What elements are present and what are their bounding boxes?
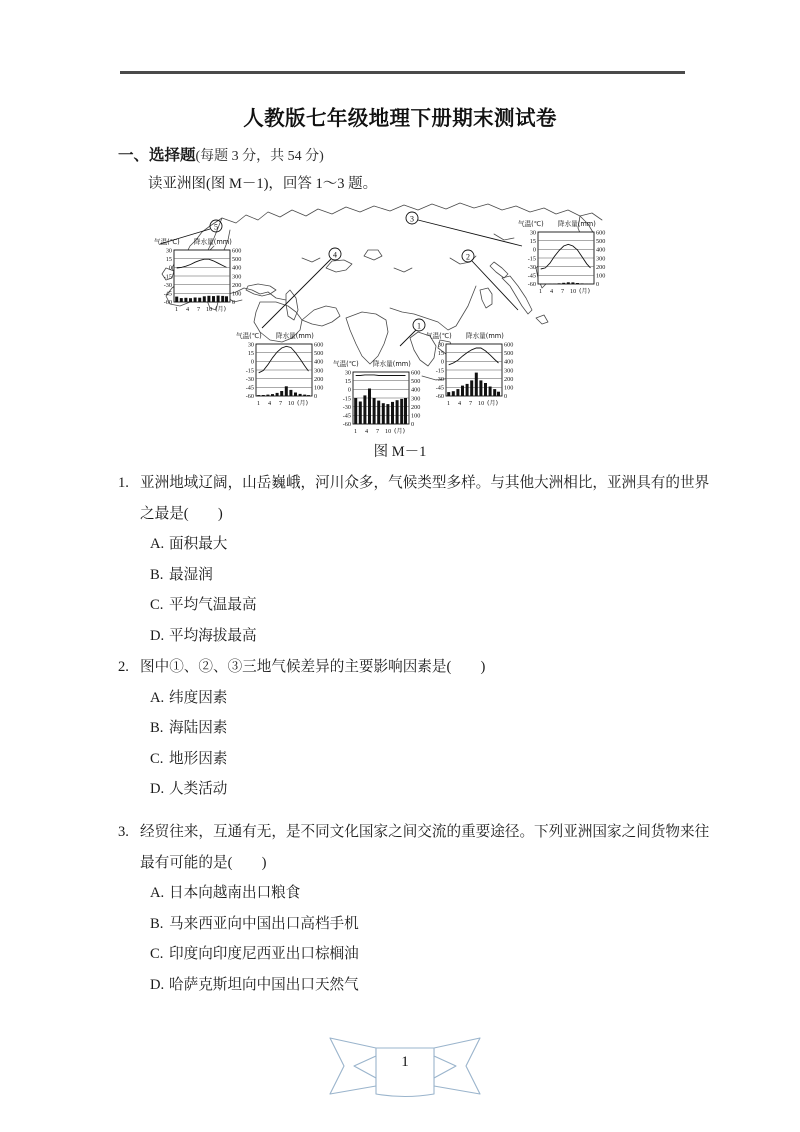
svg-text:0: 0 (504, 393, 508, 400)
svg-text:600: 600 (314, 341, 324, 349)
map-marker-3 (406, 212, 522, 246)
svg-text:-45: -45 (435, 384, 444, 392)
question-3-option-b[interactable] (118, 909, 718, 940)
question-3-option-d[interactable] (118, 970, 718, 1001)
svg-text:30: 30 (529, 229, 536, 237)
svg-text:4: 4 (333, 250, 337, 260)
svg-text:600: 600 (411, 369, 421, 377)
section-label: 一、选择题 (118, 146, 196, 164)
svg-text:100: 100 (596, 272, 606, 280)
climagraph-4 (236, 331, 323, 407)
map-marker-4 (262, 248, 341, 328)
svg-text:15: 15 (165, 256, 172, 263)
svg-text:300: 300 (411, 395, 421, 403)
svg-text:0: 0 (232, 299, 236, 306)
option-text: 地形因素 (169, 750, 228, 767)
option-key: D. (150, 781, 165, 797)
svg-text:200: 200 (504, 376, 514, 383)
svg-text:降水量(mm): 降水量(mm) (558, 220, 596, 228)
svg-text:0: 0 (168, 264, 172, 272)
svg-text:7: 7 (561, 288, 565, 295)
question-3 (118, 817, 718, 1000)
question-1 (118, 468, 718, 651)
svg-text:气温(℃): 气温(℃) (154, 238, 180, 246)
option-text: 人类活动 (169, 781, 228, 797)
svg-text:200: 200 (232, 282, 242, 289)
svg-text:500: 500 (504, 350, 514, 357)
svg-text:-30: -30 (342, 404, 351, 411)
svg-text:30: 30 (344, 369, 351, 377)
svg-text:7: 7 (469, 400, 473, 407)
svg-text:10: 10 (570, 288, 577, 295)
page-number: 1 (401, 1054, 409, 1070)
question-3-text: 经贸往来，互通有无，是不同文化国家之间交流的重要途径。下列亚洲国家之间货物来往最有可能的是( ) (140, 824, 710, 871)
svg-text:1: 1 (447, 400, 451, 407)
svg-text:7: 7 (279, 400, 283, 407)
svg-text:500: 500 (232, 256, 242, 263)
svg-text:200: 200 (596, 264, 606, 271)
svg-text:-45: -45 (342, 412, 351, 420)
svg-text:1: 1 (257, 400, 261, 407)
climagraph-5 (154, 237, 241, 313)
svg-text:0: 0 (250, 358, 254, 366)
option-text: 日本向越南出口粮食 (169, 885, 301, 901)
svg-text:0: 0 (596, 281, 600, 288)
svg-text:气温(℃): 气温(℃) (518, 220, 544, 228)
svg-text:400: 400 (504, 358, 514, 366)
svg-text:2: 2 (466, 252, 470, 262)
svg-text:1: 1 (175, 306, 179, 313)
question-1-stem (118, 468, 718, 529)
option-key: B. (150, 566, 164, 583)
svg-text:降水量(mm): 降水量(mm) (466, 332, 504, 340)
svg-text:200: 200 (314, 376, 324, 383)
question-2-option-a[interactable] (118, 683, 718, 714)
figure-asia-climate (150, 198, 650, 446)
svg-text:(月): (月) (487, 400, 499, 407)
option-text: 纬度因素 (169, 689, 228, 706)
question-2-option-b[interactable] (118, 713, 718, 744)
svg-text:100: 100 (232, 290, 242, 298)
header-rule (120, 71, 685, 74)
svg-text:0: 0 (440, 358, 444, 366)
svg-text:5: 5 (214, 222, 218, 232)
svg-text:1: 1 (539, 288, 543, 295)
svg-text:(月): (月) (394, 428, 406, 435)
svg-text:15: 15 (247, 350, 254, 357)
svg-text:15: 15 (529, 238, 536, 245)
svg-text:0: 0 (532, 246, 536, 254)
climagraph-2 (426, 331, 513, 407)
svg-text:(月): (月) (215, 306, 227, 313)
svg-text:300: 300 (596, 255, 606, 263)
svg-text:30: 30 (165, 247, 172, 255)
svg-text:300: 300 (232, 273, 242, 281)
section-heading (118, 143, 324, 165)
option-key: C. (150, 597, 164, 613)
option-key: A. (150, 885, 165, 901)
svg-text:-45: -45 (527, 272, 536, 280)
figure-instruction: 读亚洲图(图 M－1)，回答 1～3 题。 (148, 176, 378, 192)
map-marker-1 (400, 319, 425, 346)
option-key: B. (150, 720, 164, 736)
svg-text:4: 4 (186, 306, 190, 313)
svg-text:降水量(mm): 降水量(mm) (194, 238, 232, 246)
svg-text:-15: -15 (163, 273, 172, 281)
svg-text:15: 15 (437, 350, 444, 357)
svg-text:100: 100 (411, 412, 421, 420)
svg-text:-60: -60 (527, 281, 536, 288)
svg-text:-30: -30 (163, 282, 172, 289)
option-key: A. (150, 536, 165, 552)
svg-text:-60: -60 (245, 393, 254, 400)
svg-text:1: 1 (417, 321, 421, 331)
svg-text:-60: -60 (163, 299, 172, 306)
page-title: 人教版七年级地理下册期末测试卷 (243, 106, 557, 130)
option-text: 面积最大 (169, 536, 228, 552)
question-1-option-b[interactable] (118, 560, 718, 591)
option-text: 平均海拔最高 (169, 627, 257, 644)
svg-text:10: 10 (478, 400, 485, 407)
option-text: 平均气温最高 (169, 597, 257, 613)
svg-text:300: 300 (314, 367, 324, 375)
svg-text:400: 400 (596, 246, 606, 254)
svg-text:600: 600 (232, 247, 242, 255)
section-score-note: (每题 3 分，共 54 分) (195, 149, 324, 164)
svg-text:-15: -15 (342, 395, 351, 403)
svg-text:降水量(mm): 降水量(mm) (373, 360, 411, 368)
svg-text:0: 0 (314, 393, 318, 400)
question-1-option-a[interactable] (118, 529, 718, 560)
question-2-option-c[interactable] (118, 744, 718, 775)
svg-text:300: 300 (504, 367, 514, 375)
question-2-number: 2. (118, 659, 129, 675)
svg-text:(月): (月) (297, 400, 309, 407)
svg-text:3: 3 (410, 214, 414, 224)
svg-text:降水量(mm): 降水量(mm) (276, 332, 314, 340)
question-1-option-d[interactable] (118, 621, 718, 652)
option-key: C. (150, 750, 164, 767)
svg-text:7: 7 (376, 428, 380, 435)
question-3-option-c[interactable] (118, 939, 718, 970)
svg-text:0: 0 (347, 386, 351, 394)
option-text: 最湿润 (169, 566, 213, 583)
option-text: 印度向印度尼西亚出口棕榈油 (169, 946, 359, 962)
climagraph-1 (333, 359, 420, 435)
svg-text:-30: -30 (245, 376, 254, 383)
option-key: A. (150, 689, 165, 706)
page-number-ribbon (320, 1026, 490, 1106)
svg-text:-30: -30 (527, 264, 536, 271)
option-key: B. (150, 915, 164, 932)
svg-text:0: 0 (411, 421, 415, 428)
svg-text:气温(℃): 气温(℃) (236, 332, 262, 340)
option-key: D. (150, 976, 165, 993)
svg-text:400: 400 (411, 386, 421, 394)
svg-text:气温(℃): 气温(℃) (333, 360, 359, 368)
svg-text:气温(℃): 气温(℃) (426, 332, 452, 340)
figure-caption: 图 M－1 (373, 444, 427, 460)
svg-text:100: 100 (504, 384, 514, 392)
svg-text:1: 1 (354, 428, 358, 435)
svg-text:7: 7 (197, 306, 201, 313)
svg-text:-15: -15 (245, 367, 254, 375)
svg-text:400: 400 (232, 264, 242, 272)
svg-text:30: 30 (437, 341, 444, 349)
svg-text:10: 10 (206, 306, 213, 313)
svg-text:10: 10 (288, 400, 295, 407)
question-3-number: 3. (118, 824, 129, 840)
svg-text:-60: -60 (435, 393, 444, 400)
question-2 (118, 652, 718, 805)
svg-text:(月): (月) (579, 288, 591, 295)
svg-text:-45: -45 (245, 384, 254, 392)
option-text: 马来西亚向中国出口高档手机 (169, 915, 359, 932)
question-1-text: 亚洲地域辽阔，山岳巍峨，河川众多，气候类型多样。与其他大洲相比，亚洲具有的世界之最是( ) (140, 475, 710, 522)
svg-text:600: 600 (504, 341, 514, 349)
question-3-stem (118, 817, 718, 878)
svg-text:-30: -30 (435, 376, 444, 383)
svg-text:500: 500 (411, 378, 421, 385)
option-key: C. (150, 946, 164, 962)
svg-text:500: 500 (314, 350, 324, 357)
svg-text:15: 15 (344, 378, 351, 385)
option-text: 海陆因素 (169, 720, 228, 736)
svg-text:-15: -15 (527, 255, 536, 263)
svg-text:600: 600 (596, 229, 606, 237)
svg-text:4: 4 (550, 288, 554, 295)
question-2-option-d[interactable] (118, 774, 718, 805)
option-text: 哈萨克斯坦向中国出口天然气 (169, 976, 359, 993)
svg-text:4: 4 (458, 400, 462, 407)
svg-text:-15: -15 (435, 367, 444, 375)
question-2-text: 图中①、②、③三地气候差异的主要影响因素是( ) (140, 659, 486, 675)
svg-text:200: 200 (411, 404, 421, 411)
svg-text:-45: -45 (163, 290, 172, 298)
svg-text:4: 4 (365, 428, 369, 435)
question-1-number: 1. (118, 475, 129, 491)
svg-text:100: 100 (314, 384, 324, 392)
question-1-option-c[interactable] (118, 590, 718, 621)
svg-text:10: 10 (385, 428, 392, 435)
svg-text:30: 30 (247, 341, 254, 349)
option-key: D. (150, 627, 165, 644)
svg-text:-60: -60 (342, 421, 351, 428)
svg-text:500: 500 (596, 238, 606, 245)
question-2-stem (118, 652, 718, 683)
svg-text:400: 400 (314, 358, 324, 366)
question-3-option-a[interactable] (118, 878, 718, 909)
svg-text:4: 4 (268, 400, 272, 407)
